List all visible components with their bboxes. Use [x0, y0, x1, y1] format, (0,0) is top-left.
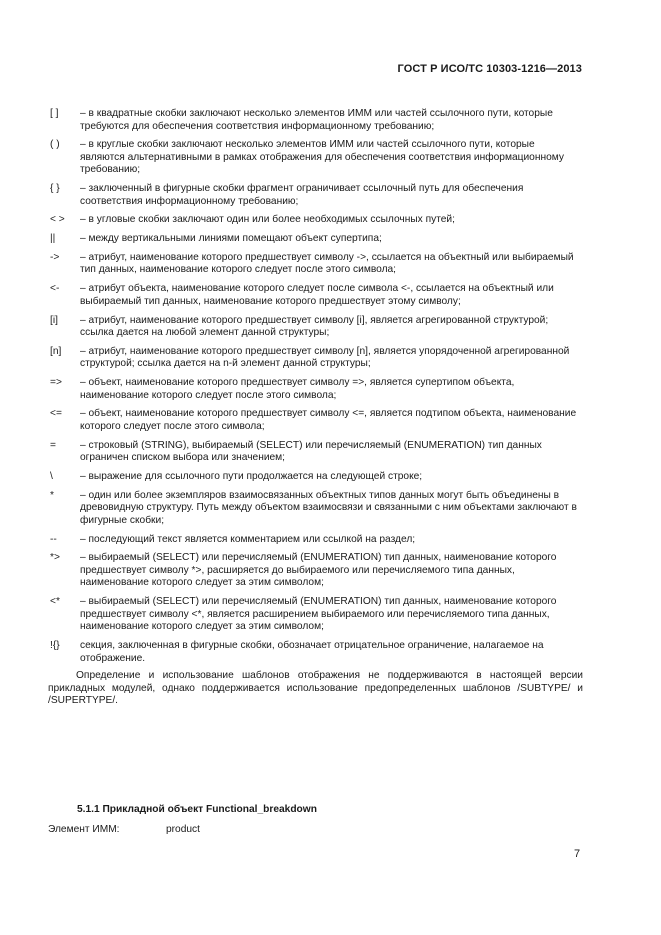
definition-item [50, 490, 582, 528]
element-value: product [166, 824, 200, 835]
definition-symbol: *> [50, 552, 60, 564]
definition-item [50, 408, 582, 433]
definition-text: – атрибут объекта, наименование которого следует после символа <-, ссылается на объектный или выбираемый тип данных, наименование которого предшествует этому символу; [80, 283, 554, 307]
definition-text: – заключенный в фигурные скобки фрагмент ограничивает ссылочный путь для обеспечения соответствия информационному требованию; [80, 183, 524, 207]
definition-symbol: [i] [50, 314, 58, 326]
page-number: 7 [574, 848, 581, 860]
definition-item [50, 214, 582, 227]
definition-symbol: { } [50, 183, 60, 195]
definition-item [50, 346, 582, 371]
definition-item [50, 139, 582, 177]
definition-text: – последующий текст является комментарием или ссылкой на раздел; [80, 533, 416, 545]
definition-item [50, 233, 582, 246]
definition-text: секция, заключенная в фигурные скобки, обозначает отрицательное ограничение, налагаемое на отображение. [80, 640, 544, 664]
document-header: ГОСТ Р ИСО/ТС 10303-1216—2013 [397, 63, 582, 75]
definition-item [50, 283, 582, 308]
definition-text: – в круглые скобки заключают несколько элементов ИММ или частей ссылочного пути, которые являются альтернативными в рамках отображения для обеспечения соответствия информационному требованию; [80, 139, 564, 176]
definition-item [50, 183, 582, 208]
definition-item [50, 640, 582, 665]
definition-symbol: => [50, 377, 62, 389]
definition-symbol: -> [50, 251, 60, 263]
definition-symbol: \ [50, 471, 53, 483]
definition-item [50, 252, 582, 277]
definition-item [50, 315, 582, 340]
definition-symbol: <* [50, 596, 60, 608]
element-row [48, 824, 200, 835]
definition-symbol: || [50, 233, 56, 245]
definition-symbol: ( ) [50, 139, 60, 151]
definition-text: – атрибут, наименование которого предшествует символу [n], является упорядоченной агрегированной структурой; ссылка дается на n-й элемент данной структуры; [80, 345, 570, 370]
body-paragraph: Определение и использование шаблонов отображения не поддерживаются в настоящей версии прикладных модулей, однако поддерживается использование предопределенных шаблонов /SUBTYPE/ и /SUPERTYPE/. [48, 670, 583, 706]
definition-text: – выбираемый (SELECT) или перечисляемый (ENUMERATION) тип данных, наименование которого предшествует символу *>, расширяется до выбираемого или перечисляемого типа данных, наименование которого следует за этим символом; [80, 552, 557, 589]
definition-item [50, 596, 582, 634]
definition-item [50, 108, 582, 133]
definition-item [50, 552, 582, 590]
definition-symbol: [n] [50, 345, 62, 357]
definition-symbol: = [50, 439, 56, 451]
definition-text: – выбираемый (SELECT) или перечисляемый (ENUMERATION) тип данных, наименование которого предшествует символу <*, является расширением выбираемого или перечисляемого типа данных, наименование которого следует за этим символом; [80, 596, 557, 633]
definition-symbol: < > [50, 214, 65, 226]
definition-text: – в квадратные скобки заключают несколько элементов ИММ или частей ссылочного пути, которые требуются для обеспечения соответствия информационному требованию; [80, 108, 553, 132]
element-label: Элемент ИММ: [48, 824, 120, 835]
definition-text: – объект, наименование которого предшествует символу =>, является супертипом объекта, наименование которого следует после этого символа; [80, 377, 515, 401]
section-heading: 5.1.1 Прикладной объект Functional_breakdown [77, 804, 317, 815]
definition-text: – один или более экземпляров взаимосвязанных объектных типов данных могут быть объединены в древовидную структуру. Путь между объектом взаимосвязи и связанными с ним объектами заключают в фигурные скобки; [80, 489, 577, 526]
definition-symbol: * [50, 489, 54, 501]
definition-symbol: !{} [50, 640, 60, 652]
definition-item [50, 377, 582, 402]
definition-symbol: <= [50, 408, 62, 420]
definition-text: – объект, наименование которого предшествует символу <=, является подтипом объекта, наименование которого следует после этого символа; [80, 408, 577, 432]
definition-symbol: -- [50, 533, 57, 545]
definition-text: – в угловые скобки заключают один или более необходимых ссылочных путей; [80, 214, 455, 226]
definition-text: – между вертикальными линиями помещают объект супертипа; [80, 233, 382, 245]
definition-symbol: <- [50, 283, 60, 295]
definition-text: – выражение для ссылочного пути продолжается на следующей строке; [80, 471, 423, 483]
definition-item [50, 534, 582, 547]
definition-text: – строковый (STRING), выбираемый (SELECT) или перечисляемый (ENUMERATION) тип данных ограничен списком выбора или значением; [80, 439, 542, 464]
notation-definitions-list [50, 108, 582, 671]
definition-text: – атрибут, наименование которого предшествует символу [i], является агрегированной структурой; ссылка дается на любой элемент данной структуры; [80, 314, 549, 339]
definition-symbol: [ ] [50, 108, 59, 119]
definition-item [50, 440, 582, 465]
definition-item [50, 471, 582, 484]
definition-text: – атрибут, наименование которого предшествует символу ->, ссылается на объектный или выбираемый тип данных, наименование которого следует после этого символа; [80, 251, 574, 276]
